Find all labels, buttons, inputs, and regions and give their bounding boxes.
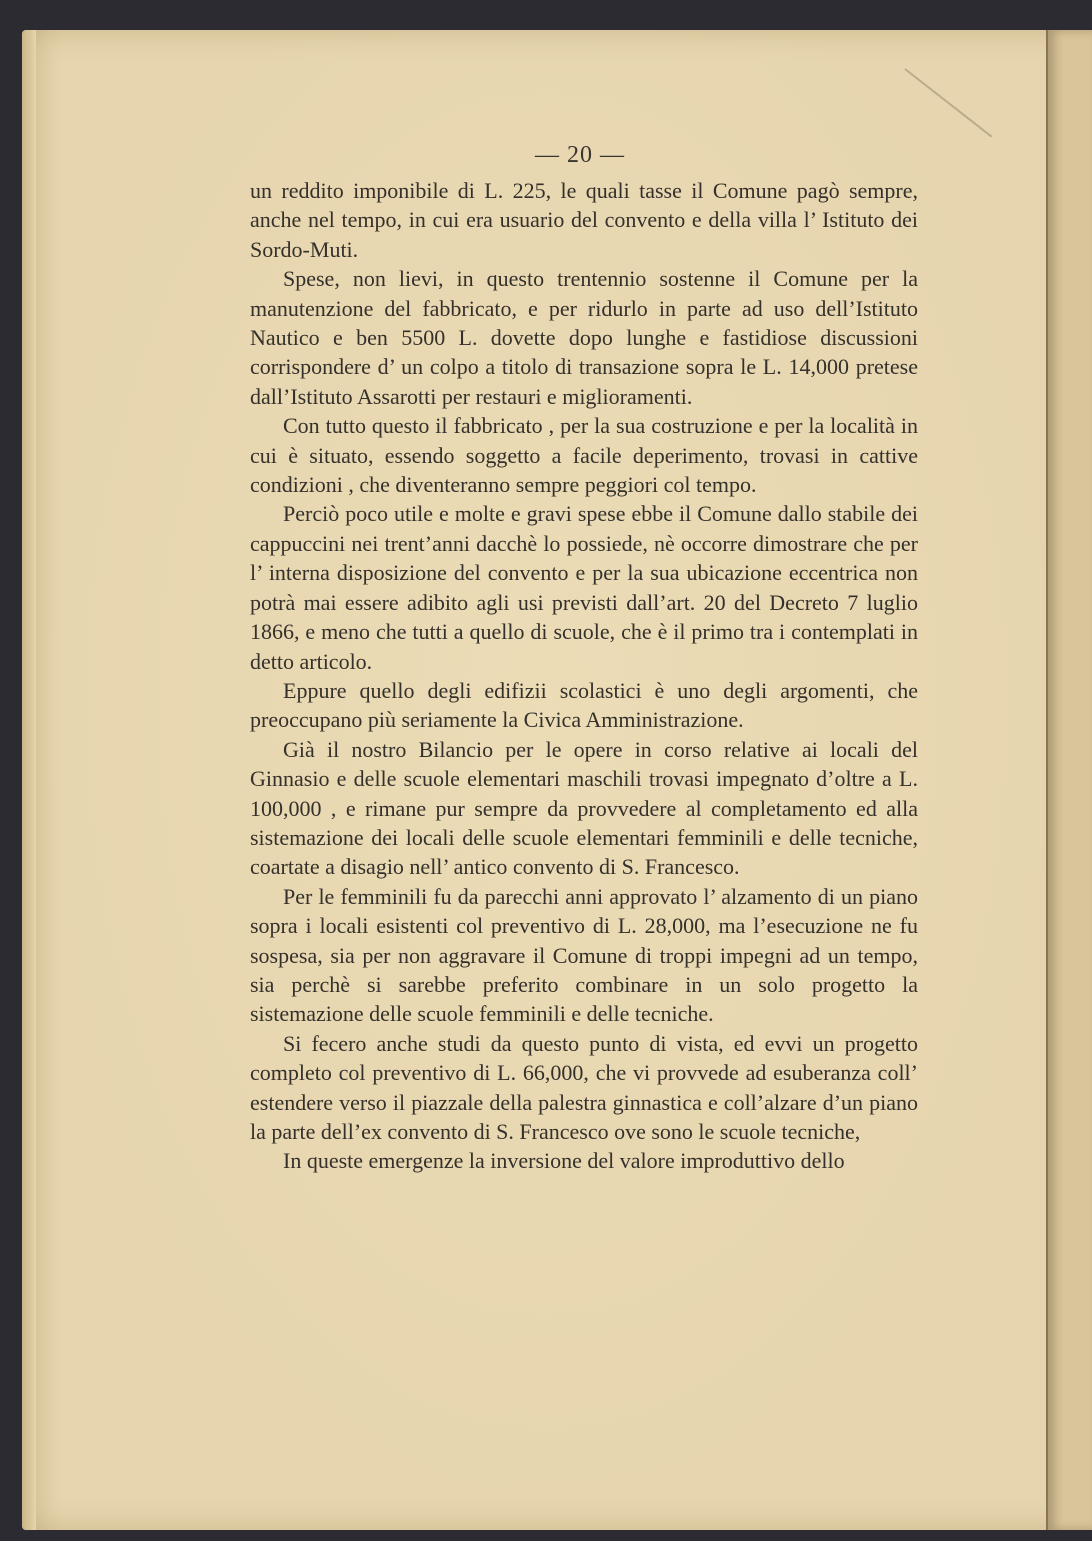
document-body — [250, 176, 918, 1176]
next-page-edge — [1046, 30, 1092, 1530]
paragraph: Per le femminili fu da parecchi anni approvato l’ alzamento di un piano sopra i locali esistenti col preventivo di L. 28,000, ma l’esecuzione ne fu sospesa, sia per non aggravare il Comune di troppi impegni ad un tempo, sia perchè si sarebbe preferito combinare in un solo progetto la sistemazione delle scuole femminili e delle tecniche. — [250, 883, 918, 1027]
paragraph: Perciò poco utile e molte e gravi spese ebbe il Comune dallo stabile dei cappuccini nei trent’anni dacchè lo possiede, nè occorre dimostrare che per l’ interna disposizione del convento e per la sua ubicazione eccentrica non potrà mai essere adibito agli usi previsti dall’art. 20 del Decreto 7 luglio 1866, e meno che tutti a quello di scuole, che è il primo tra i contemplati in detto articolo. — [250, 501, 918, 674]
page-number: — 20 — — [535, 142, 625, 168]
paragraph: un reddito imponibile di L. 225, le quali tasse il Comune pagò sempre, anche nel tempo, in cui era usuario del convento e della villa l’ Istituto dei Sordo-Muti. — [250, 178, 918, 262]
page-binding-edge — [22, 30, 36, 1530]
paragraph: Eppure quello degli edifizii scolastici è uno degli argomenti, che preoccupano più seriamente la Civica Amministrazione. — [250, 677, 918, 733]
paragraph: Si fecero anche studi da questo punto di vista, ed evvi un progetto completo col preventivo di L. 66,000, che vi provvede ad esuberanza coll’ estendere verso il piazzale della palestra ginnastica e coll’alzare d’un piano la parte dell’ex convento di S. Francesco ove sono le scuole tecniche, — [250, 1030, 918, 1144]
paragraph: In queste emergenze la inversione del valore improduttivo dello — [283, 1148, 845, 1174]
paragraph: Spese, non lievi, in questo trentennio sostenne il Comune per la manutenzione del fabbricato, e per ridurlo in parte ad uso dell’Istituto Nautico e ben 5500 L. dovette dopo lunghe e fastidiose discussioni corrispondere d’ un colpo a titolo di transazione sopra le L. 14,000 pretese dall’Istituto Assarotti per restauri e miglioramenti. — [250, 266, 918, 409]
paragraph: Già il nostro Bilancio per le opere in corso relative ai locali del Ginnasio e delle scuole elementari maschili trovasi impegnato d’oltre a L. 100,000 , e rimane pur sempre da provvedere al completamento ed alla sistemazione dei locali delle scuole elementari femminili e delle tecniche, coartate a disagio nell’ antico convento di S. Francesco. — [250, 736, 918, 880]
paragraph: Con tutto questo il fabbricato , per la sua costruzione e per la località in cui è situato, essendo soggetto a facile deperimento, trovasi in cattive condizioni , che diventeranno sempre peggiori col tempo. — [250, 413, 918, 498]
